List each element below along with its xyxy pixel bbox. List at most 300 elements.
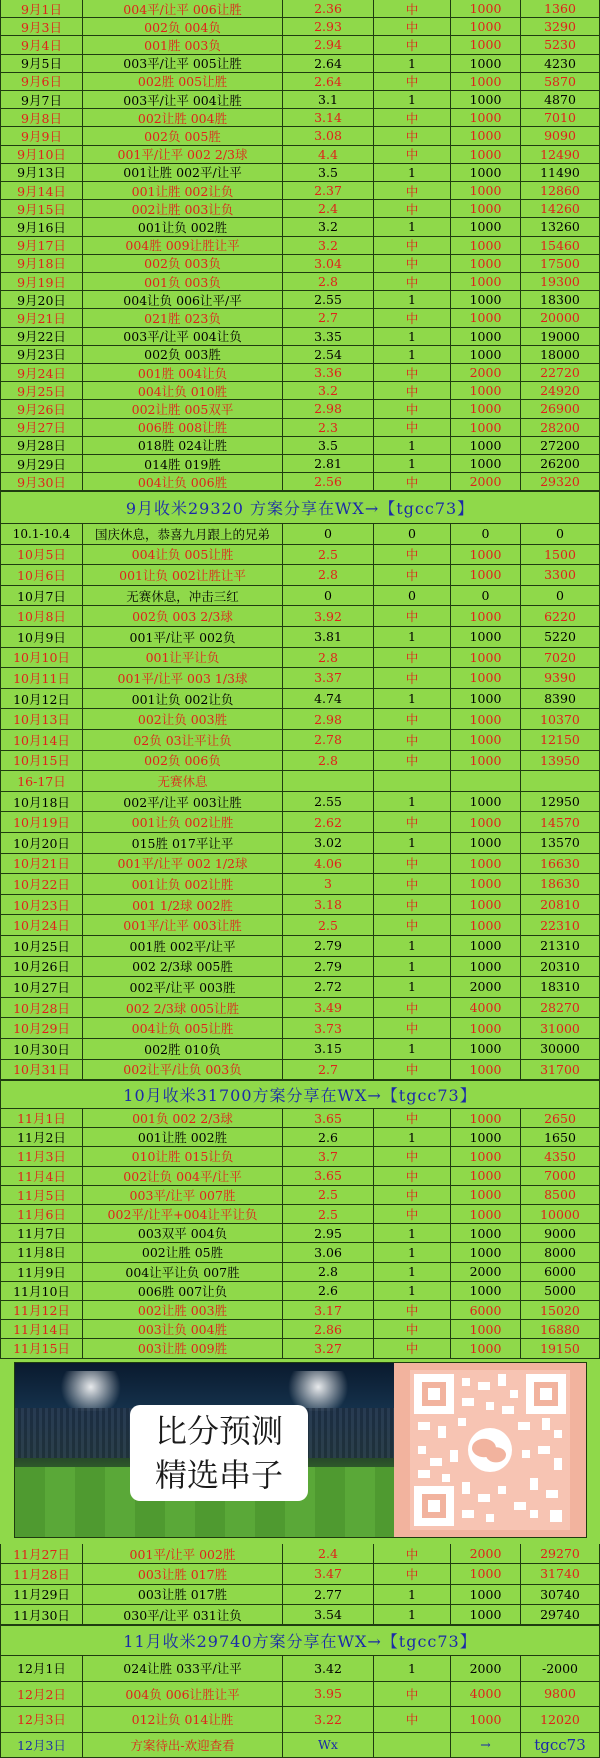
cell-balance: 0 xyxy=(521,586,600,607)
cell-odds: 3.65 xyxy=(283,1109,374,1128)
table-row xyxy=(0,382,600,400)
cell-result: 1 xyxy=(374,164,451,182)
cell-odds: 2.98 xyxy=(283,400,374,418)
cell-picks: 014胜 019胜 xyxy=(83,455,283,473)
table-row xyxy=(0,55,600,73)
cell-stake: 1000 xyxy=(451,218,521,236)
cell-picks: 024让胜 033平/让平 xyxy=(83,1656,283,1682)
cell-date: 9月5日 xyxy=(0,55,83,73)
cell-balance: 19000 xyxy=(521,328,600,346)
cell-stake: 2000 xyxy=(451,364,521,382)
cell-result: 中 xyxy=(374,1339,451,1358)
cell-stake: 1000 xyxy=(451,437,521,455)
table-row xyxy=(0,437,600,455)
cell-balance: 9800 xyxy=(521,1682,600,1708)
cell-date: 9月27日 xyxy=(0,419,83,437)
cell-result: 中 xyxy=(374,606,451,627)
cell-balance: 28270 xyxy=(521,998,600,1019)
cell-result: 1 xyxy=(374,1039,451,1060)
cell-balance: 9090 xyxy=(521,127,600,145)
cell-odds: 2.98 xyxy=(283,709,374,730)
cell-picks: 001让胜 002让负 xyxy=(83,182,283,200)
cell-picks: 004让负 005让胜 xyxy=(83,545,283,566)
cell-picks: 003让胜 017胜 xyxy=(83,1585,283,1605)
cell-odds: 3 xyxy=(283,874,374,895)
cell-date: 9月19日 xyxy=(0,273,83,291)
cell-balance: 29740 xyxy=(521,1605,600,1625)
cell-odds: 2.8 xyxy=(283,648,374,669)
table-row xyxy=(0,1018,600,1039)
cell-date: 10月6日 xyxy=(0,565,83,586)
cell-stake: 1000 xyxy=(451,915,521,936)
cell-date: 10月26日 xyxy=(0,957,83,978)
cell-result: 中 xyxy=(374,237,451,255)
cell-balance: 24920 xyxy=(521,382,600,400)
cell-stake: 1000 xyxy=(451,309,521,327)
cell-picks: 001让胜 002平/让平 xyxy=(83,164,283,182)
cell-stake: 1000 xyxy=(451,55,521,73)
cell-balance: 13260 xyxy=(521,218,600,236)
table-row xyxy=(0,524,600,545)
cell-balance: 6220 xyxy=(521,606,600,627)
table-row xyxy=(0,328,600,346)
cell-date: 10.1-10.4 xyxy=(0,524,83,545)
cell-date: 10月29日 xyxy=(0,1018,83,1039)
cell-date: 10月5日 xyxy=(0,545,83,566)
table-row xyxy=(0,364,600,382)
cell-picks: 002让胜 003让负 xyxy=(83,200,283,218)
table-row xyxy=(0,751,600,772)
cell-stake: 1000 xyxy=(451,854,521,875)
cell-stake: 1000 xyxy=(451,751,521,772)
cell-date: 11月14日 xyxy=(0,1320,83,1339)
cell-date: 11月8日 xyxy=(0,1243,83,1262)
table-row xyxy=(0,545,600,566)
cell-picks: 001胜 002平/让平 xyxy=(83,936,283,957)
cell-date: 10月20日 xyxy=(0,833,83,854)
cell-date: 11月4日 xyxy=(0,1167,83,1186)
cell-stake: → xyxy=(451,1733,521,1758)
cell-result: 中 xyxy=(374,1186,451,1205)
table-row xyxy=(0,36,600,54)
cell-picks: 006胜 007让负 xyxy=(83,1282,283,1301)
cell-balance: 5220 xyxy=(521,627,600,648)
cell-stake: 2000 xyxy=(451,1263,521,1282)
cell-odds: 3.5 xyxy=(283,437,374,455)
cell-odds: 0 xyxy=(283,586,374,607)
table-row xyxy=(0,1339,600,1358)
cell-result: 中 xyxy=(374,109,451,127)
cell-odds: 3.04 xyxy=(283,255,374,273)
cell-picks: 004让负 005让胜 xyxy=(83,1018,283,1039)
cell-odds: 2.5 xyxy=(283,1186,374,1205)
cell-odds: 2.7 xyxy=(283,1060,374,1081)
cell-odds: 2.8 xyxy=(283,1263,374,1282)
cell-date: 9月30日 xyxy=(0,473,83,491)
cell-stake: 1000 xyxy=(451,1243,521,1262)
cell-odds: 0 xyxy=(283,524,374,545)
table-row xyxy=(0,0,600,18)
cell-result: 中 xyxy=(374,1205,451,1224)
cell-odds: 2.36 xyxy=(283,0,374,18)
cell-picks: 国庆休息，恭喜九月跟上的兄弟 xyxy=(83,524,283,545)
cell-balance: 18310 xyxy=(521,977,600,998)
cell-picks: 030平/让平 031让负 xyxy=(83,1605,283,1625)
cell-odds: 2.4 xyxy=(283,1544,374,1564)
cell-balance: 26900 xyxy=(521,400,600,418)
cell-date: 11月30日 xyxy=(0,1605,83,1625)
cell-balance: 30000 xyxy=(521,1039,600,1060)
table-row xyxy=(0,1128,600,1147)
cell-odds: 4.4 xyxy=(283,146,374,164)
cell-date: 11月2日 xyxy=(0,1128,83,1147)
cell-stake: 1000 xyxy=(451,0,521,18)
cell-balance: 10370 xyxy=(521,709,600,730)
cell-stake: 1000 xyxy=(451,127,521,145)
cell-stake: 1000 xyxy=(451,689,521,710)
cell-result: 中 xyxy=(374,648,451,669)
cell-picks: 001平/让平 002胜 xyxy=(83,1544,283,1564)
cell-balance: 6000 xyxy=(521,1263,600,1282)
cell-balance: 17500 xyxy=(521,255,600,273)
table-row xyxy=(0,146,600,164)
cell-date: 12月1日 xyxy=(0,1656,83,1682)
cell-result: 中 xyxy=(374,709,451,730)
cell-stake: 1000 xyxy=(451,1018,521,1039)
cell-odds: 3.47 xyxy=(283,1564,374,1584)
cell-odds: 2.5 xyxy=(283,545,374,566)
cell-picks: 001平/让平 002 2/3球 xyxy=(83,146,283,164)
cell-result: 中 xyxy=(374,36,451,54)
cell-date: 11月15日 xyxy=(0,1339,83,1358)
cell-picks: 002让胜 05胜 xyxy=(83,1243,283,1262)
cell-result: 中 xyxy=(374,1682,451,1708)
sept-summary xyxy=(0,491,600,524)
cell-stake: 2000 xyxy=(451,1656,521,1682)
stadium-image xyxy=(15,1363,394,1537)
table-row xyxy=(0,73,600,91)
cell-date: 9月20日 xyxy=(0,291,83,309)
table-row xyxy=(0,109,600,127)
cell-odds: 4.06 xyxy=(283,854,374,875)
cell-picks: 方案待出-欢迎查看 xyxy=(83,1733,283,1758)
cell-balance: 7010 xyxy=(521,109,600,127)
cell-stake: 1000 xyxy=(451,109,521,127)
table-row xyxy=(0,1301,600,1320)
cell-odds: 2.77 xyxy=(283,1585,374,1605)
cell-date: 9月17日 xyxy=(0,237,83,255)
cell-result: 中 xyxy=(374,730,451,751)
table-row xyxy=(0,1224,600,1243)
cell-picks: 004让负 006胜 xyxy=(83,473,283,491)
cell-result: 1 xyxy=(374,218,451,236)
table-row xyxy=(0,1320,600,1339)
cell-picks: 018胜 024让胜 xyxy=(83,437,283,455)
cell-picks: 002平/让平 003让胜 xyxy=(83,792,283,813)
cell-result: 1 xyxy=(374,1656,451,1682)
cell-odds: 3.54 xyxy=(283,1605,374,1625)
cell-odds: 3.17 xyxy=(283,1301,374,1320)
cell-date: 11月29日 xyxy=(0,1585,83,1605)
table-row xyxy=(0,1109,600,1128)
cell-stake: 1000 xyxy=(451,1060,521,1081)
cell-date: 10月7日 xyxy=(0,586,83,607)
cell-balance: 3300 xyxy=(521,565,600,586)
cell-result: 中 xyxy=(374,895,451,916)
cell-balance: 1360 xyxy=(521,0,600,18)
cell-picks: 002胜 005让胜 xyxy=(83,73,283,91)
cell-odds: 2.8 xyxy=(283,273,374,291)
cell-date: 9月16日 xyxy=(0,218,83,236)
table-row xyxy=(0,709,600,730)
table-row xyxy=(0,182,600,200)
cell-date: 9月3日 xyxy=(0,18,83,36)
cell-odds: 3.37 xyxy=(283,668,374,689)
table-row xyxy=(0,346,600,364)
cell-picks: 015胜 017平让平 xyxy=(83,833,283,854)
cell-result: 1 xyxy=(374,91,451,109)
cell-picks: 003平/让平 007胜 xyxy=(83,1186,283,1205)
cell-date: 10月22日 xyxy=(0,874,83,895)
cell-odds: 3.02 xyxy=(283,833,374,854)
cell-balance: 31000 xyxy=(521,1018,600,1039)
cell-result: 1 xyxy=(374,689,451,710)
table-row xyxy=(0,255,600,273)
cell-odds: 2.37 xyxy=(283,182,374,200)
cell-stake: 2000 xyxy=(451,1544,521,1564)
cell-odds: 3.18 xyxy=(283,895,374,916)
cell-balance: 11490 xyxy=(521,164,600,182)
cell-balance: tgcc73 xyxy=(521,1733,600,1758)
nov-summary xyxy=(0,1625,600,1656)
cell-date: 9月10日 xyxy=(0,146,83,164)
cell-stake: 0 xyxy=(451,524,521,545)
cell-odds: 3.06 xyxy=(283,1243,374,1262)
cell-odds: 3.08 xyxy=(283,127,374,145)
cell-odds: 3.27 xyxy=(283,1339,374,1358)
cell-stake: 1000 xyxy=(451,1339,521,1358)
cell-date: 9月6日 xyxy=(0,73,83,91)
cell-date: 9月4日 xyxy=(0,36,83,54)
cell-stake: 1000 xyxy=(451,419,521,437)
cell-date: 12月2日 xyxy=(0,1682,83,1708)
cell-balance: 7000 xyxy=(521,1167,600,1186)
cell-balance: 4870 xyxy=(521,91,600,109)
cell-stake: 1000 xyxy=(451,895,521,916)
cell-stake: 1000 xyxy=(451,792,521,813)
table-row xyxy=(0,1060,600,1081)
cell-balance: 28200 xyxy=(521,419,600,437)
cell-result: 中 xyxy=(374,182,451,200)
cell-balance: 29320 xyxy=(521,473,600,491)
table-row xyxy=(0,91,600,109)
cell-balance: 26200 xyxy=(521,455,600,473)
table-row xyxy=(0,1682,600,1708)
cell-date: 10月30日 xyxy=(0,1039,83,1060)
cell-date: 11月9日 xyxy=(0,1263,83,1282)
cell-result: 1 xyxy=(374,833,451,854)
cell-stake: 1000 xyxy=(451,1186,521,1205)
cell-result: 中 xyxy=(374,545,451,566)
cell-stake: 1000 xyxy=(451,606,521,627)
cell-picks: 004胜 009让胜让平 xyxy=(83,237,283,255)
cell-date: 9月8日 xyxy=(0,109,83,127)
cell-balance: 5000 xyxy=(521,1282,600,1301)
cell-odds: 3.65 xyxy=(283,1167,374,1186)
cell-picks: 003让胜 009胜 xyxy=(83,1339,283,1358)
cell-picks: 001平/让平 003让胜 xyxy=(83,915,283,936)
cell-stake xyxy=(451,771,521,792)
cell-date: 12月3日 xyxy=(0,1707,83,1733)
table-row xyxy=(0,127,600,145)
cell-stake: 1000 xyxy=(451,957,521,978)
cell-result: 中 xyxy=(374,1147,451,1166)
cell-date: 11月27日 xyxy=(0,1544,83,1564)
cell-odds: 3.2 xyxy=(283,218,374,236)
cell-stake: 1000 xyxy=(451,91,521,109)
cell-picks: 012让负 014让胜 xyxy=(83,1707,283,1733)
cell-date: 9月14日 xyxy=(0,182,83,200)
cell-stake: 0 xyxy=(451,586,521,607)
cell-odds: Wx xyxy=(283,1733,374,1758)
cell-result: 中 xyxy=(374,751,451,772)
cell-result: 0 xyxy=(374,524,451,545)
cell-result: 中 xyxy=(374,18,451,36)
cell-date: 10月31日 xyxy=(0,1060,83,1081)
cell-odds: 3.42 xyxy=(283,1656,374,1682)
cell-result: 1 xyxy=(374,627,451,648)
cell-result: 1 xyxy=(374,346,451,364)
cell-stake: 1000 xyxy=(451,1128,521,1147)
cell-odds: 2.6 xyxy=(283,1128,374,1147)
cell-date: 10月18日 xyxy=(0,792,83,813)
table-row xyxy=(0,473,600,491)
cell-picks: 001胜 004让负 xyxy=(83,364,283,382)
cell-balance: -2000 xyxy=(521,1656,600,1682)
cell-stake: 1000 xyxy=(451,545,521,566)
cell-odds: 2.64 xyxy=(283,73,374,91)
cell-date: 10月14日 xyxy=(0,730,83,751)
cell-picks: 无赛休息 xyxy=(83,771,283,792)
table-row xyxy=(0,1656,600,1682)
cell-stake: 1000 xyxy=(451,182,521,200)
cell-picks: 002让负 004平/让平 xyxy=(83,1167,283,1186)
cell-stake: 2000 xyxy=(451,977,521,998)
cell-picks: 001让负 002胜 xyxy=(83,218,283,236)
cell-result: 中 xyxy=(374,200,451,218)
cell-result: 中 xyxy=(374,812,451,833)
cell-balance: 19300 xyxy=(521,273,600,291)
table-row xyxy=(0,915,600,936)
cell-picks: 004让平让负 007胜 xyxy=(83,1263,283,1282)
cell-result: 中 xyxy=(374,127,451,145)
cell-result: 中 xyxy=(374,854,451,875)
cell-odds: 2.5 xyxy=(283,1205,374,1224)
table-row xyxy=(0,164,600,182)
cell-picks: 001负 003负 xyxy=(83,273,283,291)
cell-stake: 6000 xyxy=(451,1301,521,1320)
cell-date: 9月25日 xyxy=(0,382,83,400)
cell-odds: 2.62 xyxy=(283,812,374,833)
table-row xyxy=(0,419,600,437)
cell-result: 1 xyxy=(374,1585,451,1605)
cell-balance: 4230 xyxy=(521,55,600,73)
cell-picks: 001平/让平 002 1/2球 xyxy=(83,854,283,875)
cell-odds: 2.4 xyxy=(283,200,374,218)
cell-odds: 3.22 xyxy=(283,1707,374,1733)
cell-odds: 4.74 xyxy=(283,689,374,710)
cell-result: 1 xyxy=(374,437,451,455)
cell-result: 中 xyxy=(374,668,451,689)
cell-balance: 9390 xyxy=(521,668,600,689)
table-row xyxy=(0,1585,600,1605)
cell-balance xyxy=(521,771,600,792)
cell-odds: 3.5 xyxy=(283,164,374,182)
cell-odds: 2.55 xyxy=(283,792,374,813)
oct-summary xyxy=(0,1080,600,1109)
cell-date: 10月25日 xyxy=(0,936,83,957)
cell-odds: 2.95 xyxy=(283,1224,374,1243)
cell-date: 11月7日 xyxy=(0,1224,83,1243)
cell-odds: 2.79 xyxy=(283,957,374,978)
cell-balance: 19150 xyxy=(521,1339,600,1358)
cell-result: 中 xyxy=(374,364,451,382)
cell-result: 1 xyxy=(374,55,451,73)
cell-balance: 21310 xyxy=(521,936,600,957)
cell-result: 中 xyxy=(374,1109,451,1128)
cell-picks: 001让负 002让负 xyxy=(83,689,283,710)
cell-date: 9月23日 xyxy=(0,346,83,364)
cell-stake: 1000 xyxy=(451,812,521,833)
table-row xyxy=(0,957,600,978)
cell-balance: 4350 xyxy=(521,1147,600,1166)
banner-label xyxy=(130,1405,308,1501)
cell-balance: 8390 xyxy=(521,689,600,710)
cell-result: 1 xyxy=(374,977,451,998)
cell-odds: 2.81 xyxy=(283,455,374,473)
cell-date: 9月24日 xyxy=(0,364,83,382)
cell-balance: 5230 xyxy=(521,36,600,54)
table-row xyxy=(0,218,600,236)
table-row xyxy=(0,792,600,813)
table-row xyxy=(0,730,600,751)
cell-result: 中 xyxy=(374,1544,451,1564)
cell-balance: 31700 xyxy=(521,1060,600,1081)
table-row xyxy=(0,874,600,895)
cell-balance: 12150 xyxy=(521,730,600,751)
cell-result: 中 xyxy=(374,400,451,418)
table-row xyxy=(0,273,600,291)
cell-picks: 001让负 002让胜 xyxy=(83,812,283,833)
cell-date: 10月10日 xyxy=(0,648,83,669)
cell-balance: 8500 xyxy=(521,1186,600,1205)
table-row xyxy=(0,771,600,792)
table-row xyxy=(0,648,600,669)
table-row xyxy=(0,1564,600,1584)
cell-result xyxy=(374,1733,451,1758)
cell-stake: 1000 xyxy=(451,255,521,273)
cell-stake: 1000 xyxy=(451,627,521,648)
cell-result: 中 xyxy=(374,255,451,273)
table-row xyxy=(0,455,600,473)
cell-picks: 001平/让平 003 1/3球 xyxy=(83,668,283,689)
cell-stake: 1000 xyxy=(451,328,521,346)
cell-balance: 8000 xyxy=(521,1243,600,1262)
cell-result: 1 xyxy=(374,455,451,473)
cell-date: 11月1日 xyxy=(0,1109,83,1128)
cell-date: 9月15日 xyxy=(0,200,83,218)
cell-result: 1 xyxy=(374,1605,451,1625)
